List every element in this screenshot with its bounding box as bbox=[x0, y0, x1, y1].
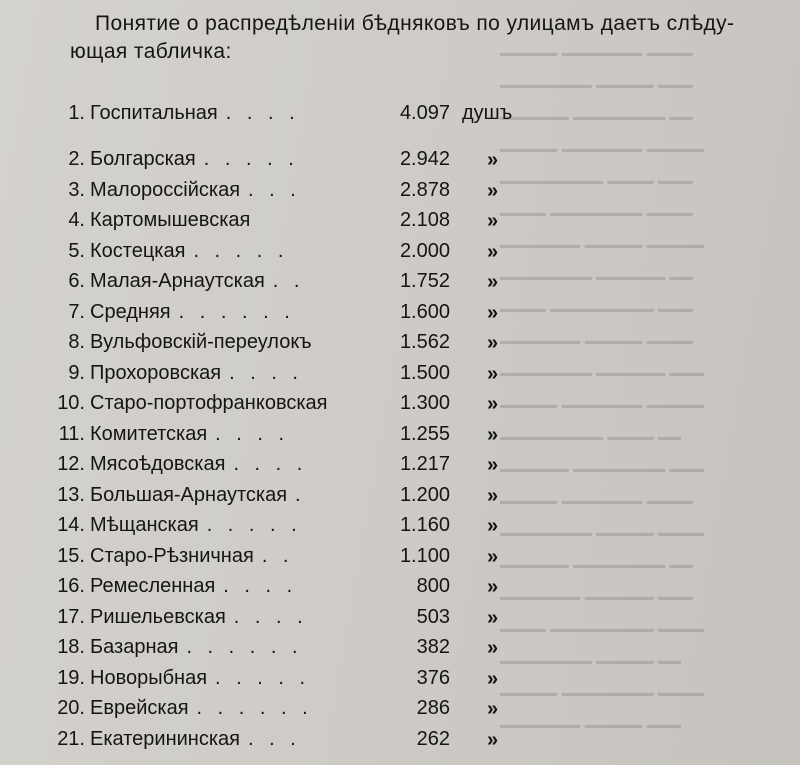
street-label: Мѣщанская bbox=[90, 514, 199, 536]
table-row bbox=[0, 510, 800, 541]
leader-dots: . . . bbox=[248, 178, 301, 201]
row-number: 1. bbox=[68, 102, 85, 124]
street-name bbox=[90, 362, 303, 385]
row-number: 12. bbox=[57, 453, 85, 475]
street-name bbox=[90, 453, 307, 476]
resident-count: 1.100 bbox=[399, 544, 450, 567]
resident-count: 376 bbox=[416, 666, 450, 689]
table-row bbox=[0, 358, 800, 389]
resident-count: 1.600 bbox=[399, 300, 450, 323]
ditto-mark: » bbox=[487, 393, 499, 415]
table-row bbox=[0, 205, 800, 236]
street-name bbox=[90, 270, 304, 293]
leader-dots: . . . . . bbox=[206, 514, 302, 536]
street-label: Екатерининская bbox=[90, 727, 240, 750]
ditto-mark: » bbox=[487, 179, 499, 202]
street-label: Большая-Арнаутская bbox=[90, 483, 288, 506]
row-number: 21. bbox=[57, 727, 85, 750]
ditto-mark: » bbox=[487, 149, 499, 171]
row-number: 8. bbox=[68, 331, 85, 353]
street-name bbox=[90, 301, 295, 324]
leader-dots: . . . . . . bbox=[196, 697, 313, 719]
street-label: Еврейская bbox=[90, 697, 189, 719]
unit-label: душъ bbox=[462, 102, 513, 124]
row-number: 13. bbox=[57, 483, 85, 506]
street-name bbox=[90, 697, 313, 720]
street-label: Малороссійская bbox=[90, 178, 241, 201]
table-row bbox=[0, 236, 800, 267]
ditto-mark: » bbox=[487, 728, 499, 751]
table-row bbox=[0, 266, 800, 297]
street-name bbox=[90, 209, 258, 232]
resident-count: 262 bbox=[416, 727, 450, 750]
leader-dots: . . . . bbox=[229, 361, 303, 384]
ditto-mark: » bbox=[487, 454, 499, 476]
row-number: 7. bbox=[68, 300, 85, 323]
street-label: Новорыбная bbox=[90, 666, 208, 689]
table-row bbox=[0, 632, 800, 663]
table-row bbox=[0, 98, 800, 144]
leader-dots: . . . . bbox=[223, 575, 298, 597]
street-name bbox=[90, 240, 288, 263]
ditto-mark: » bbox=[487, 301, 499, 324]
resident-count: 1.300 bbox=[399, 392, 450, 414]
resident-count: 2.878 bbox=[399, 178, 450, 201]
street-label: Ремесленная bbox=[90, 575, 216, 597]
street-name bbox=[90, 514, 302, 537]
row-number: 3. bbox=[68, 178, 85, 201]
row-number: 9. bbox=[68, 361, 85, 384]
street-name bbox=[90, 728, 301, 751]
row-number: 20. bbox=[57, 697, 85, 719]
resident-count: 1.217 bbox=[399, 453, 450, 475]
street-name bbox=[90, 484, 306, 507]
street-label: Комитетская bbox=[90, 422, 208, 445]
street-label: Болгарская bbox=[90, 148, 196, 170]
leader-dots: . . . . bbox=[225, 102, 300, 124]
leader-dots: . . . . . . bbox=[186, 636, 303, 658]
street-name bbox=[90, 392, 336, 415]
leader-dots: . . . . bbox=[233, 453, 308, 475]
resident-count: 1.752 bbox=[399, 270, 450, 292]
row-number: 17. bbox=[57, 605, 85, 628]
street-name bbox=[90, 667, 310, 690]
row-number: 14. bbox=[57, 514, 85, 536]
row-number: 16. bbox=[57, 575, 85, 597]
resident-count: 1.500 bbox=[399, 361, 450, 384]
street-label: Прохоровская bbox=[90, 361, 222, 384]
street-name bbox=[90, 636, 303, 659]
row-number: 10. bbox=[57, 392, 85, 414]
street-label: Вульфовскій-переулокъ bbox=[90, 331, 312, 353]
table-row bbox=[0, 175, 800, 206]
resident-count: 1.200 bbox=[399, 483, 450, 506]
leader-dots: . . . . . . bbox=[178, 300, 295, 323]
ditto-mark: » bbox=[487, 515, 499, 537]
table-row bbox=[0, 480, 800, 511]
table-row bbox=[0, 449, 800, 480]
street-name bbox=[90, 545, 293, 568]
street-label: Старо-портофранковская bbox=[90, 392, 328, 414]
resident-count: 2.942 bbox=[399, 148, 450, 170]
resident-count: 286 bbox=[416, 697, 450, 719]
resident-count: 2.000 bbox=[399, 239, 450, 262]
table-row bbox=[0, 144, 800, 175]
ditto-mark: » bbox=[487, 637, 499, 659]
street-name bbox=[90, 102, 300, 125]
street-label: Ришельевская bbox=[90, 605, 226, 628]
street-label: Госпитальная bbox=[90, 102, 218, 124]
intro-line-2: ющая табличка: bbox=[70, 40, 232, 63]
leader-dots: . . bbox=[272, 270, 305, 292]
row-number: 11. bbox=[58, 422, 85, 445]
ditto-mark: » bbox=[487, 667, 499, 690]
table-row bbox=[0, 663, 800, 694]
ditto-mark: » bbox=[487, 698, 499, 720]
street-name bbox=[90, 575, 297, 598]
resident-count: 1.562 bbox=[399, 331, 450, 353]
ditto-mark: » bbox=[487, 545, 499, 568]
ditto-mark: » bbox=[487, 576, 499, 598]
resident-count: 382 bbox=[416, 636, 450, 658]
street-name bbox=[90, 148, 299, 171]
bleed-through-text: ━━━━━ ━━━━━━━ ━━━━ ━━━━━━━━ ━━━━━ ━━━ ━━━━━━ ━━━━━━━━ ━━ ━━━━━ ━━━━━━━ ━━━━━ ━━━━━━━━━ ━━━━ ━━━ ━━━━ ━━━━━━━━ ━━━━ ━━━━━━━ ━━━━━ ━━━━━ ━━━━━━━━ ━━━━━━ ━━ ━━━━ ━━━━━━━━━ ━━━ ━━━━━━━ ━━━━━ ━━━━ ━━━━━━━━ ━━━━━━ ━━━ ━━━━━ ━━━━━━━ ━━━━━ ━━━━━━━━━ ━━━━ ━━ ━━━━━━ ━━━━━━━━ ━━━ ━━━━━ ━━━━━━━ ━━━━ ━━━━━━━━ ━━━━━ ━━━━ ━━━━━━ ━━━━━━━━ ━━ ━━━━━━━ ━━━━━━ ━━━ ━━━━ ━━━━━━━━━ ━━━━ ━━━━━━━━ ━━━━━ ━━ ━━━━━ ━━━━━━━━ ━━━━ ━━━━━━━ ━━━━━ ━━━ bbox=[500, 45, 704, 738]
row-number: 18. bbox=[57, 636, 85, 658]
leader-dots: . . . . . bbox=[203, 148, 299, 170]
street-label: Картомышевская bbox=[90, 209, 251, 231]
street-poverty-table bbox=[0, 98, 800, 754]
table-row bbox=[0, 388, 800, 419]
intro-paragraph bbox=[70, 10, 785, 66]
street-label: Базарная bbox=[90, 636, 179, 658]
ditto-mark: » bbox=[487, 240, 499, 263]
leader-dots: . . bbox=[261, 544, 294, 567]
row-number: 19. bbox=[57, 666, 85, 689]
street-label: Старо-Рѣзничная bbox=[90, 544, 254, 567]
leader-dots: . . . bbox=[247, 727, 301, 750]
row-number: 4. bbox=[68, 209, 85, 231]
table-row bbox=[0, 419, 800, 450]
street-label: Малая-Арнаутская bbox=[90, 270, 265, 292]
leader-dots: . . . . . bbox=[215, 666, 311, 689]
street-label: Средняя bbox=[90, 300, 171, 323]
resident-count: 800 bbox=[416, 575, 450, 597]
ditto-mark: » bbox=[487, 423, 499, 446]
resident-count: 1.255 bbox=[399, 422, 450, 445]
street-label: Мясоѣдовская bbox=[90, 453, 226, 475]
street-name bbox=[90, 423, 289, 446]
leader-dots: . . . . . bbox=[193, 239, 289, 262]
ditto-mark: » bbox=[487, 332, 499, 354]
intro-line-1: Понятие о распредѣленіи бѣдняковъ по улицамъ даетъ слѣду- bbox=[95, 12, 735, 35]
table-row bbox=[0, 693, 800, 724]
leader-dots: . . . . bbox=[233, 605, 308, 628]
row-number: 15. bbox=[57, 544, 85, 567]
street-name bbox=[90, 179, 301, 202]
row-number: 6. bbox=[68, 270, 85, 292]
leader-dots: . . . . bbox=[215, 422, 290, 445]
ditto-mark: » bbox=[487, 210, 499, 232]
ditto-mark: » bbox=[487, 606, 499, 629]
resident-count: 2.108 bbox=[399, 209, 450, 231]
street-label: Костецкая bbox=[90, 239, 186, 262]
table-row bbox=[0, 724, 800, 755]
resident-count: 4.097 bbox=[399, 102, 450, 124]
table-row bbox=[0, 602, 800, 633]
street-name bbox=[90, 331, 320, 354]
table-row bbox=[0, 541, 800, 572]
ditto-mark: » bbox=[487, 362, 499, 385]
ditto-mark: » bbox=[487, 271, 499, 293]
street-name bbox=[90, 606, 308, 629]
table-row bbox=[0, 327, 800, 358]
row-number: 5. bbox=[68, 239, 85, 262]
ditto-mark: » bbox=[487, 484, 499, 507]
row-number: 2. bbox=[68, 148, 85, 170]
leader-dots: . bbox=[295, 483, 306, 506]
table-row bbox=[0, 297, 800, 328]
table-row bbox=[0, 571, 800, 602]
resident-count: 503 bbox=[416, 605, 450, 628]
resident-count: 1.160 bbox=[399, 514, 450, 536]
